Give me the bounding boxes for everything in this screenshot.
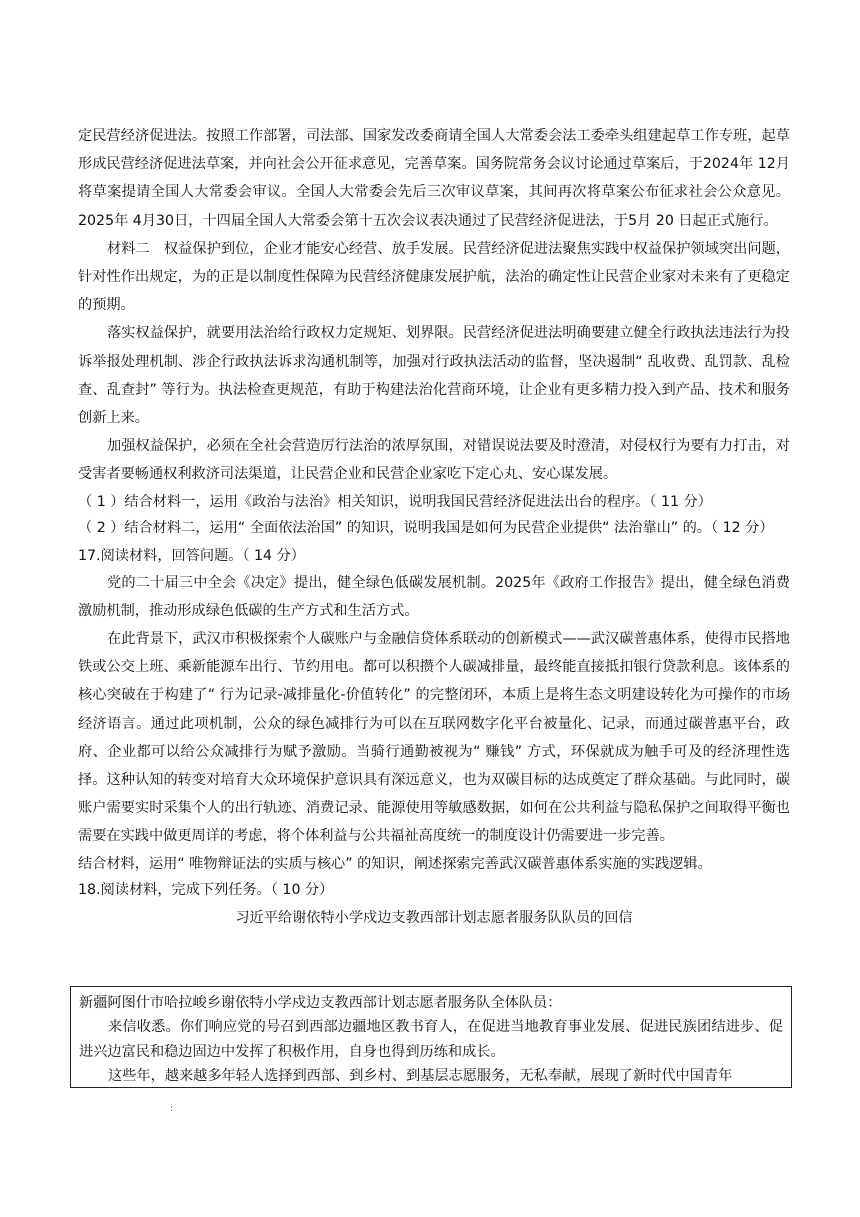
question-16-1: （ 1 ）结合材料一，运用《政治与法治》相关知识，说明我国民营经济促进法出台的程序。（ 11 分） (78, 493, 712, 510)
legal-atmosphere-paragraph: 加强权益保护，必须在全社会营造厉行法治的浓厚氛围，对错误说法要及时澄清，对侵权行为要有力打击，对受害者要畅通权利救济司法渠道，让民营企业和民营企业家吃下定心丸、安心谋发展。 (78, 438, 790, 483)
letter-body-2: 这些年，越来越多年轻人选择到西部、到乡村、到基层志愿服务，无私奉献，展现了新时代中国青年 (108, 1068, 733, 1085)
question-17-task: 结合材料，运用“ 唯物辩证法的实质与核心” 的知识，阐述探索完善武汉碳普惠体系实施的实践逻辑。 (78, 855, 712, 872)
letter-body-1: 来信收悉。你们响应党的号召到西部边疆地区教书育人，在促进当地教育事业发展、促进民族团结进步、促进兴边富民和稳边固边中发挥了积极作用，自身也得到历练和成长。 (79, 1019, 783, 1060)
letter-title: 习近平给谢依特小学戍边支教西部计划志愿者服务队队员的回信 (235, 909, 633, 926)
rights-protection-paragraph: 落实权益保护，就要用法治给行政权力定规矩、划界限。民营经济促进法明确要建立健全行政执法违法行为投诉举报处理机制、涉企行政执法诉求沟通机制等，加强对行政执法活动的监督，坚决遏制“ 乱收费、乱罚款、乱检查、乱查封” 等行为。执法检查更规范，有助于构建法治化营商环境，让企业有更多精力投入到产品、技术和服务创新上来。 (78, 325, 790, 427)
document-body (78, 122, 790, 929)
footer-mark: : (170, 1104, 174, 1114)
question-17-material-1: 党的二十届三中全会《决定》提出，健全绿色低碳发展机制。2025年《政府工作报告》提出，健全绿色消费激励机制，推动形成绿色低碳的生产方式和生活方式。 (78, 574, 790, 619)
question-16-2: （ 2 ）结合材料二，运用“ 全面依法治国” 的知识，说明我国是如何为民营企业提供“ 法治靠山” 的。（ 12 分） (78, 519, 774, 536)
question-17-heading: 17.阅读材料，回答问题。（ 14 分） (78, 547, 305, 564)
question-17-material-2: 在此背景下，武汉市积极探索个人碳账户与金融信贷体系联动的创新模式——武汉碳普惠体系，使得市民搭地铁或公交上班、乘新能源车出行、节约用电。都可以积攒个人碳减排量，最终能直接抵扣银行贷款利息。该体系的核心突破在于构建了“ 行为记录-减排量化-价值转化” 的完整闭环，本质上是将生态文明建设转化为可操作的市场经济语言。通过此项机制，公众的绿色减排行为可以在互联网数字化平台被量化、记录，而通过碳普惠平台，政府、企业都可以给公众减排行为赋予激励。当骑行通勤被视为“ 赚钱” 方式，环保就成为触手可及的经济理性选择。这种认知的转变对培育大众环境保护意识具有深远意义，也为双碳目标的达成奠定了群众基础。与此同时，碳账户需要实时采集个人的出行轨迹、消费记录、能源使用等敏感数据，如何在公共利益与隐私保护之间取得平衡也需要在实践中做更周详的考虑，将个体利益与公共福祉高度统一的制度设计仍需要进一步完善。 (78, 631, 790, 845)
material-one-paragraph: 定民营经济促进法。按照工作部署，司法部、国家发改委商请全国人大常委会法工委牵头组建起草工作专班，起草形成民营经济促进法草案，并向社会公开征求意见，完善草案。国务院常务会议讨论通过草案后，于2024年 12月将草案提请全国人大常委会审议。全国人大常委会先后三次审议草案，其间再次将草案公布征求社会公众意见。2025年 4月30日，十四届全国人大常委会第十五次会议表决通过了民营经济促进法，于5月 20 日起正式施行。 (78, 128, 790, 229)
letter-salutation: 新疆阿图什市哈拉峻乡谢依特小学戍边支教西部计划志愿者服务队全体队员： (79, 995, 562, 1011)
question-18-heading: 18.阅读材料，完成下列任务。（ 10 分） (78, 881, 334, 898)
material-two-paragraph: 材料二 权益保护到位，企业才能安心经营、放手发展。民营经济促进法聚焦实践中权益保护领域突出问题，针对性作出规定，为的正是以制度性保障为民营经济健康发展护航，法治的确定性让民营企业家对未来有了更稳定的预期。 (78, 240, 790, 314)
letter-box (70, 986, 792, 1088)
